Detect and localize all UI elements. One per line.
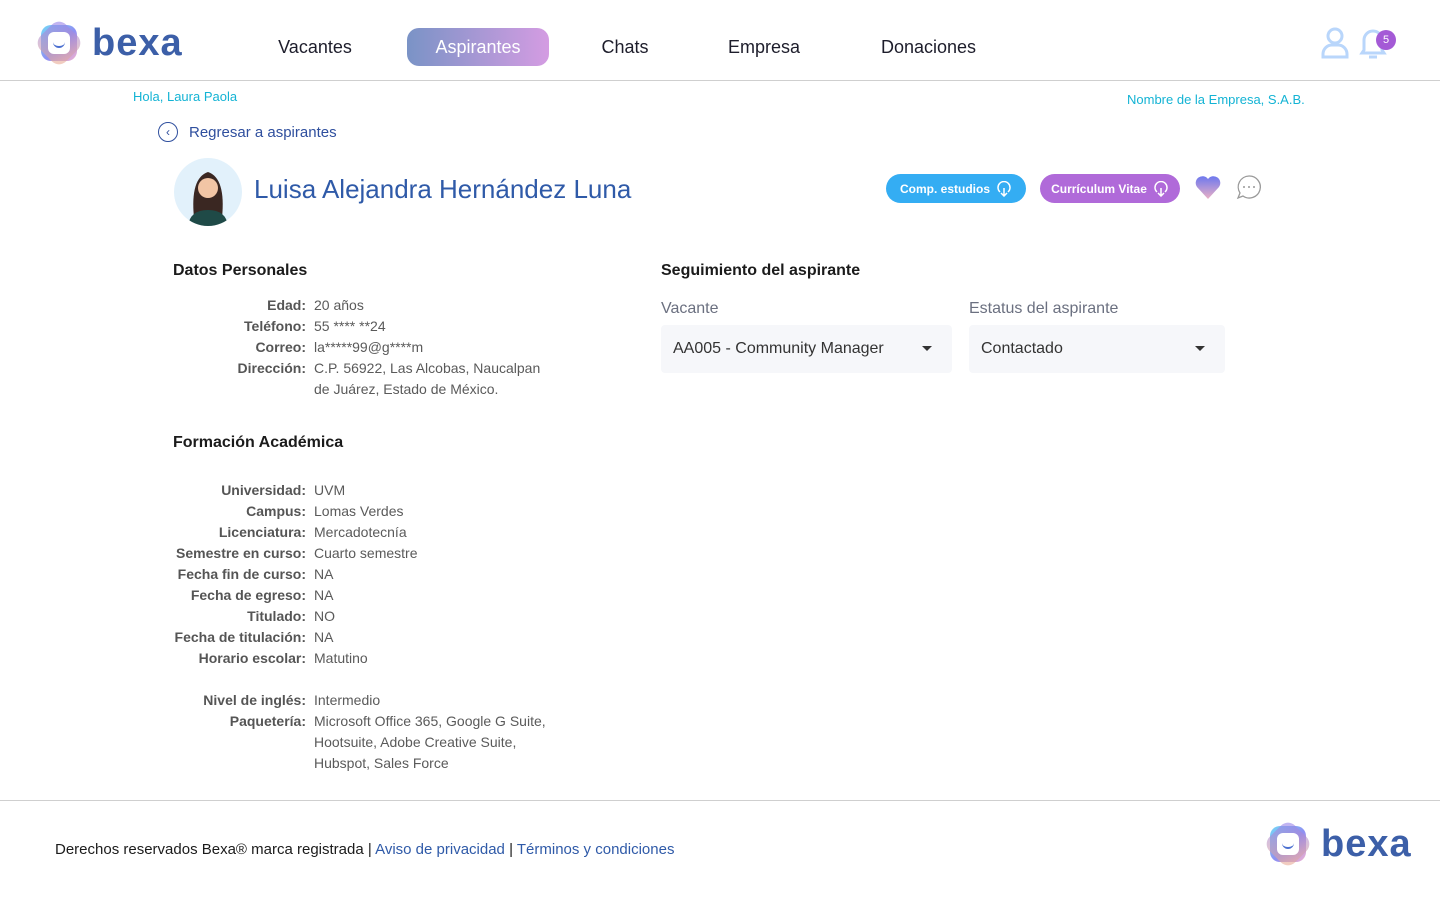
info-value: Hubspot, Sales Force <box>314 754 449 771</box>
info-key: Licenciatura: <box>218 523 306 540</box>
info-value: Microsoft Office 365, Google G Suite, <box>314 712 546 729</box>
info-value: Hootsuite, Adobe Creative Suite, <box>314 733 517 750</box>
info-row <box>173 584 546 605</box>
info-value: 20 años <box>314 296 364 313</box>
info-key: Paquetería: <box>229 712 306 729</box>
footer-text: Derechos reservados Bexa® marca registrada | Aviso de privacidad | Términos y condiciones <box>55 841 675 858</box>
info-row <box>173 626 546 647</box>
info-row <box>173 357 540 378</box>
info-key: Edad: <box>267 296 306 313</box>
chevron-left-icon: ‹ <box>158 122 178 142</box>
tracking-heading: Seguimiento del aspirante <box>661 262 861 279</box>
user-profile-icon[interactable] <box>1320 26 1350 60</box>
info-value: 55 **** **24 <box>314 317 386 334</box>
personal-data-heading: Datos Personales <box>173 262 308 279</box>
academic-heading: Formación Académica <box>173 434 344 451</box>
download-icon <box>1153 181 1169 197</box>
info-row <box>173 563 546 584</box>
footer <box>0 800 1440 902</box>
info-row <box>173 605 546 626</box>
info-value: C.P. 56922, Las Alcobas, Naucalpan <box>314 359 541 376</box>
candidate-name: Luisa Alejandra Hernández Luna <box>254 174 632 204</box>
info-row <box>173 710 546 731</box>
info-key: Horario escolar: <box>198 649 306 666</box>
info-key: Teléfono: <box>244 317 306 334</box>
info-row <box>173 647 546 668</box>
bexa-logo[interactable]: bexa <box>36 20 183 66</box>
caret-down-icon <box>922 346 932 351</box>
info-value: NO <box>314 607 335 624</box>
bexa-logo-icon <box>1265 821 1311 867</box>
top-nav-bar <box>0 0 1440 81</box>
favorite-heart-icon[interactable] <box>1194 174 1222 200</box>
info-value: NA <box>314 628 334 645</box>
download-cv-button[interactable]: Currículum Vitae <box>1040 174 1180 203</box>
info-key: Fecha de titulación: <box>174 628 306 645</box>
info-value: Matutino <box>314 649 368 666</box>
status-label: Estatus del aspirante <box>969 300 1119 317</box>
info-row <box>173 479 546 500</box>
personal-data-list <box>173 294 540 399</box>
info-value: UVM <box>314 481 346 498</box>
info-key: Fecha de egreso: <box>190 586 306 603</box>
notifications-badge: 5 <box>1376 30 1396 50</box>
info-row <box>173 336 540 357</box>
info-row <box>173 731 546 752</box>
info-key: Universidad: <box>221 481 306 498</box>
info-row <box>173 521 546 542</box>
info-key: Dirección: <box>237 359 306 376</box>
info-row <box>173 500 546 521</box>
greeting: Hola, Laura Paola <box>133 89 238 104</box>
download-icon <box>996 181 1012 197</box>
vacante-label: Vacante <box>661 300 719 317</box>
info-value: NA <box>314 586 334 603</box>
bexa-logo-icon <box>36 20 82 66</box>
nav-empresa[interactable]: Empresa <box>727 36 801 57</box>
info-key: Titulado: <box>247 607 306 624</box>
info-key: Campus: <box>246 502 306 519</box>
info-row <box>173 542 546 563</box>
nav-donaciones[interactable]: Donaciones <box>880 36 977 57</box>
nav-vacantes[interactable]: Vacantes <box>278 36 352 57</box>
company-name: Nombre de la Empresa, S.A.B. <box>1127 92 1305 107</box>
caret-down-icon <box>1195 346 1205 351</box>
info-value: de Juárez, Estado de México. <box>314 380 499 397</box>
info-value: la*****99@g****m <box>314 338 424 355</box>
info-row <box>173 668 546 689</box>
academic-list <box>173 479 546 773</box>
footer-bexa-logo: bexa <box>1265 821 1412 867</box>
info-key: Nivel de inglés: <box>203 691 306 708</box>
info-value: NA <box>314 565 334 582</box>
info-row <box>173 378 540 399</box>
info-value: Mercadotecnía <box>314 523 407 540</box>
info-row <box>173 294 540 315</box>
info-value: Cuarto semestre <box>314 544 418 561</box>
back-to-aspirants-link[interactable]: ‹ Regresar a aspirantes <box>158 122 337 142</box>
status-select[interactable]: Contactado <box>969 325 1225 373</box>
info-key: Correo: <box>255 338 306 355</box>
info-value: Intermedio <box>314 691 381 708</box>
download-studies-button[interactable]: Comp. estudios <box>886 174 1026 203</box>
info-row <box>173 689 546 710</box>
vacante-select[interactable]: AA005 - Community Manager <box>661 325 952 373</box>
info-key: Fecha fin de curso: <box>177 565 306 582</box>
nav-aspirantes[interactable]: Aspirantes <box>407 28 549 66</box>
info-key: Semestre en curso: <box>176 544 306 561</box>
terms-link[interactable]: Términos y condiciones <box>516 841 675 858</box>
info-row <box>173 752 546 773</box>
chat-bubble-icon[interactable] <box>1235 173 1263 201</box>
nav-chats[interactable]: Chats <box>601 36 649 57</box>
candidate-avatar <box>174 158 242 226</box>
info-row <box>173 315 540 336</box>
info-value: Lomas Verdes <box>314 502 404 519</box>
privacy-link[interactable]: Aviso de privacidad <box>375 841 505 858</box>
